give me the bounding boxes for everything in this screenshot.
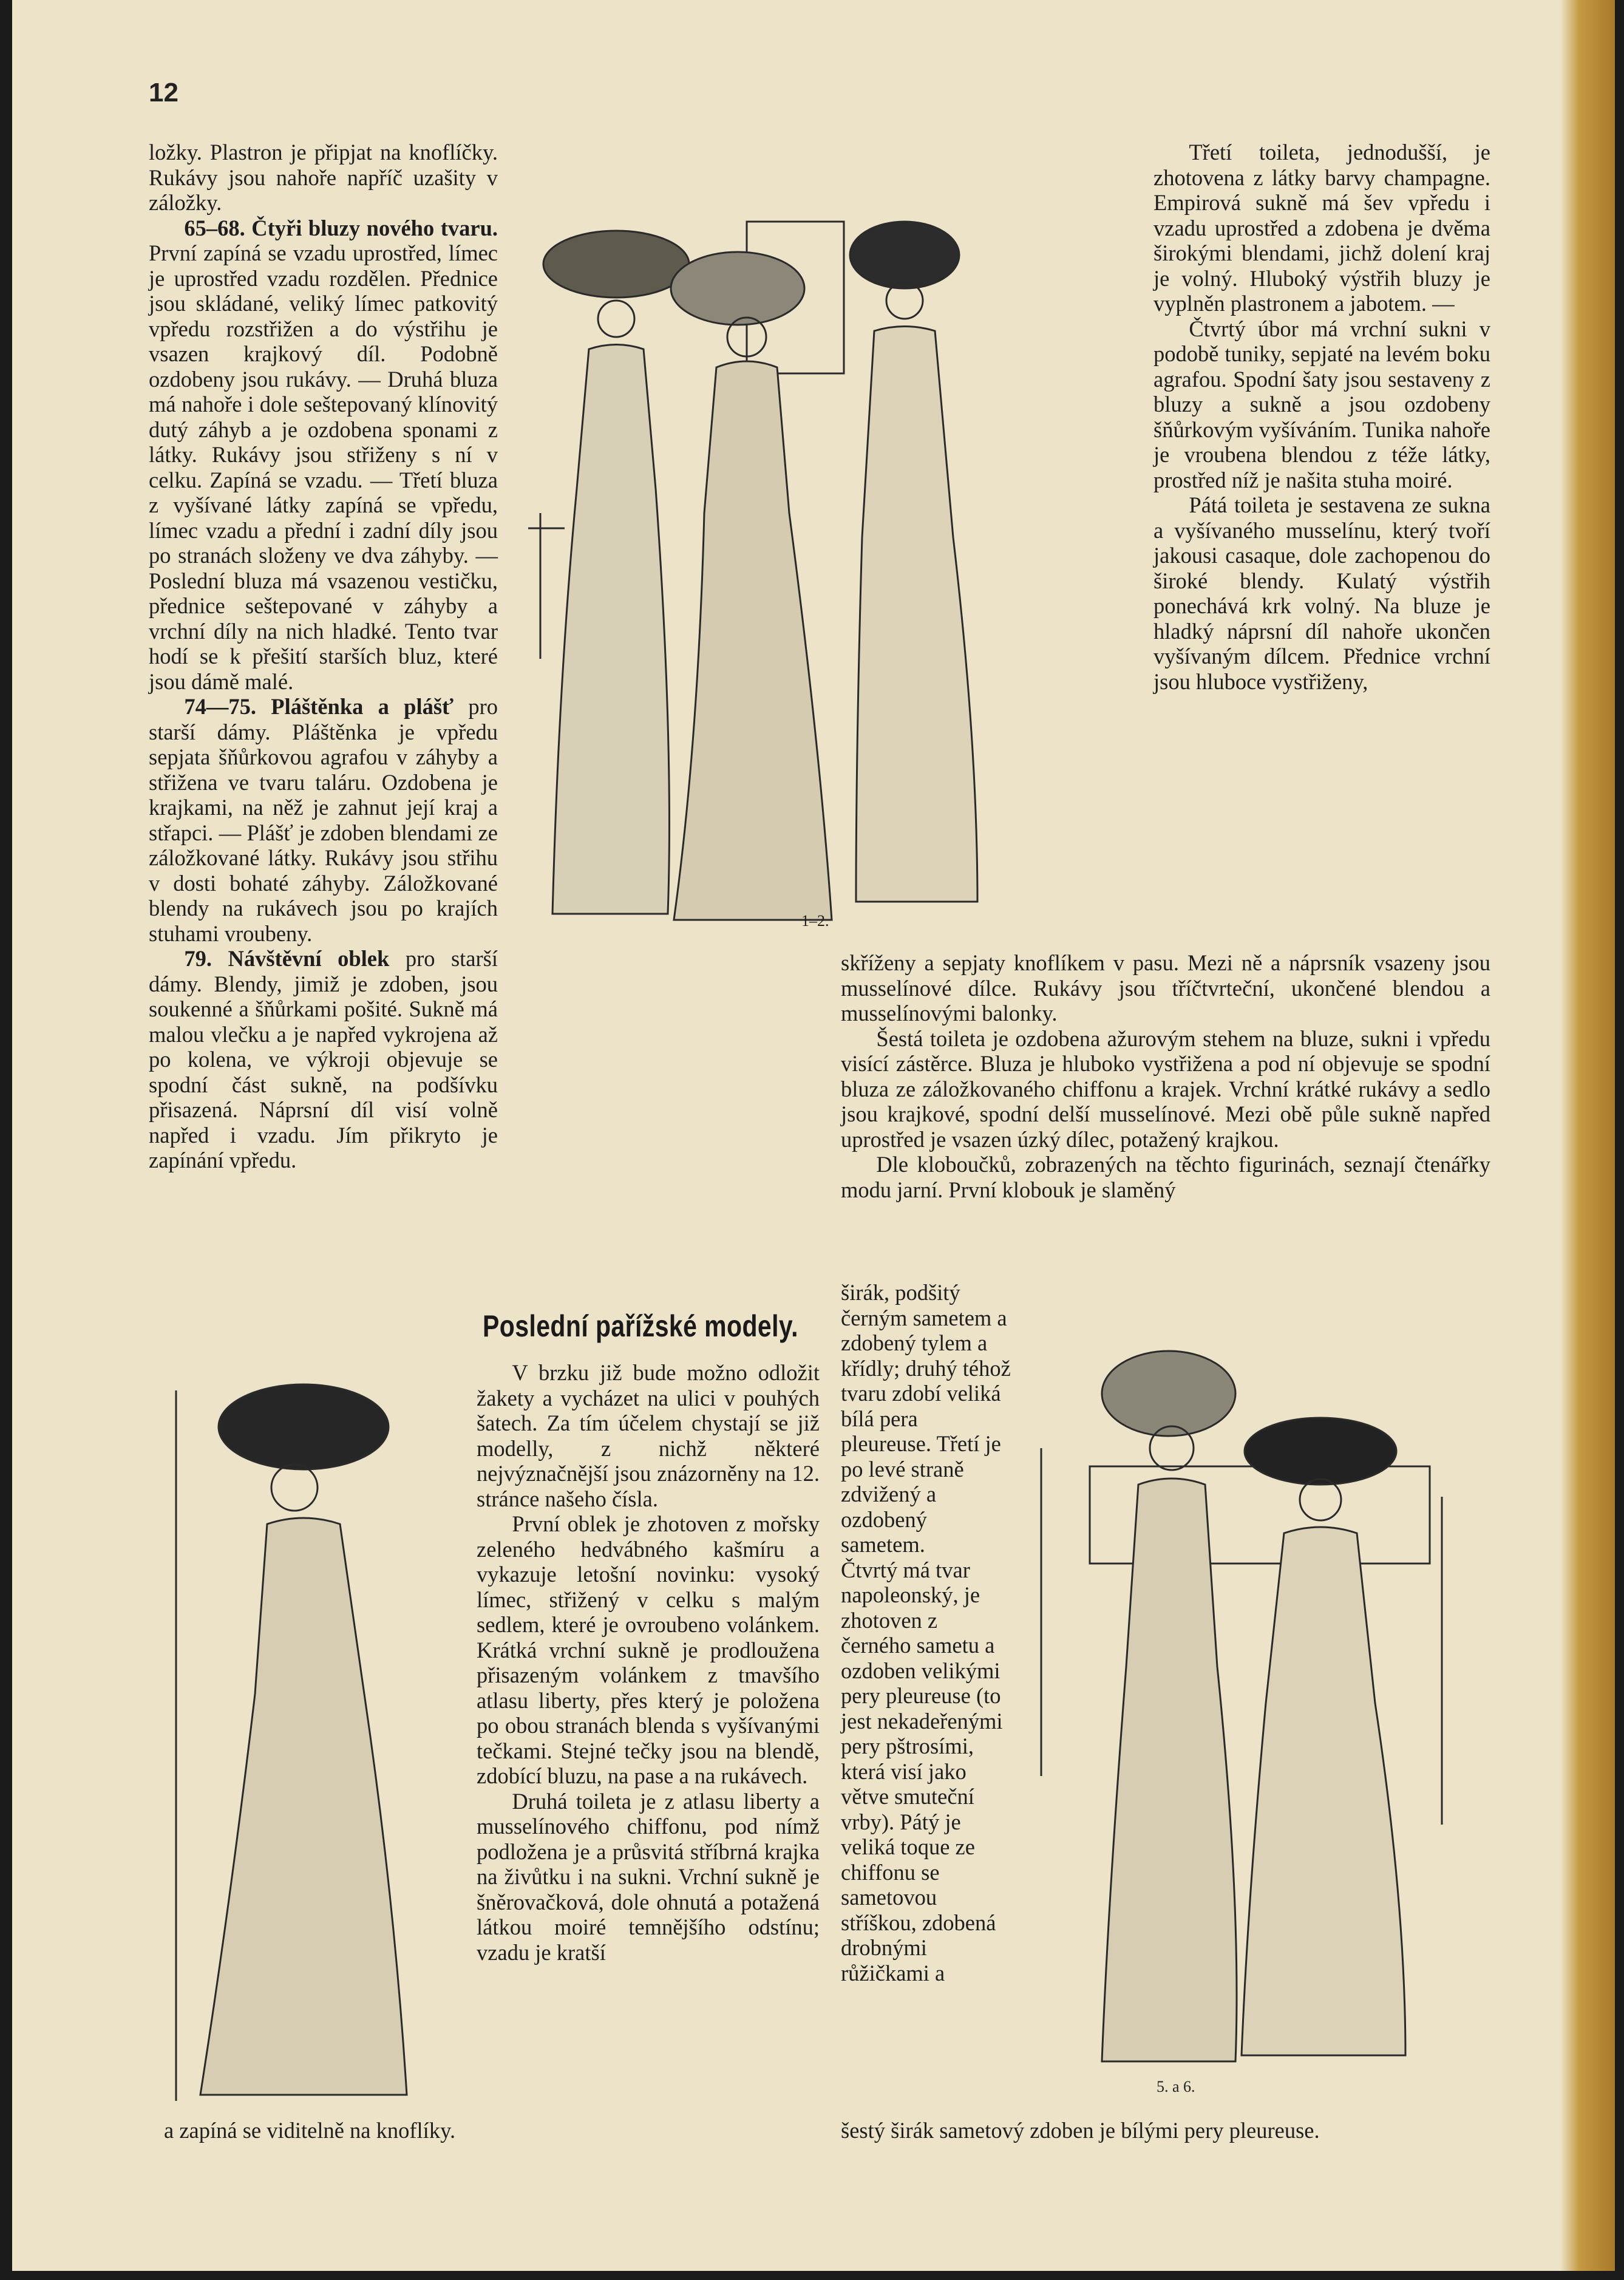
hat-3 (850, 222, 959, 288)
dress-3 (856, 327, 977, 902)
bottom-left-illustration (164, 1354, 467, 2101)
left-paragraph-4: 79. Návštěvní oblek pro starší dámy. Blendy, jimiž je zdoben, jsou soukenné a šňůrkami pošité. Sukně má malou vlečku a je napřed vykrojena až po kolena, ve výkroji objevuje se spodní část sukně, na podšívku přisazená. Náprsní díl visí volně napřed i vzadu. Jím přikryto je zapínání vpředu. (149, 946, 498, 1172)
right-paragraph-2: Čtvrtý úbor má vrchní sukni v podobě tuniky, sepjaté na levém boku agrafou. Spodní šaty jsou sestaveny z bluzy a sukně a jsou ozdobeny šňůrkovým vyšíváním. Tunika nahoře je vroubena blendou z téže látky, prostřed níž je našita stuha moiré. (1153, 316, 1490, 492)
illustration-caption-1-2: 1–2. (801, 912, 829, 930)
dress (200, 1518, 407, 2095)
woman-in-hat-illustration (164, 1354, 467, 2101)
hat-column-last-line: šestý širák sametový zdoben je bílými pery pleureuse. (841, 2118, 1320, 2143)
article-paragraph-3: Druhá toileta je z atlasu liberty a musselínového chiffonu, pod nímž podložena je a průsvitá stříbrná krajka na živůtku i na sukni. Vrchní sukně je šněrovačková, dole ohnutá a potažená látkou moiré temnějšího odstínu; vzadu je kratší (477, 1788, 820, 1965)
illustration-caption-5-6: 5. a 6. (1157, 2078, 1195, 2095)
page-number: 12 (149, 78, 178, 107)
middle-right-section (841, 950, 1490, 1202)
four-women-blouses-illustration (516, 197, 990, 950)
hat-paragraph-1: širák, podšitý černým sametem a zdobený tylem a křídly; druhý téhož tvaru zdobí veliká bílá pera pleureuse. Třetí je po levé straně zdvižený a ozdobený sametem. (841, 1280, 1011, 1557)
hat-5 (1102, 1351, 1235, 1436)
mid-paragraph-3: Dle kloboučků, zobrazených na těchto figurinách, seznají čtenářky modu jarní. První klobouk je slaměný (841, 1152, 1490, 1202)
head (271, 1465, 318, 1511)
page-spine-edge (1560, 0, 1615, 2271)
item-title: Návštěvní oblek (228, 946, 390, 971)
hat-6 (1245, 1418, 1396, 1485)
hat-paragraph-2: Čtvrtý má tvar napoleonský, je zhotoven z černého sametu a ozdoben velikými pery pleureuse (to jest nekadeřenými pery pštrosími, která visí jako větve smuteční vrby). Pátý je veliká toque ze chiffonu se sametovou stříškou, zdobená drobnými růžičkami a (841, 1557, 1003, 1986)
hat (219, 1384, 389, 1469)
left-column (149, 140, 498, 1173)
magazine-page (12, 0, 1615, 2271)
plant-pot (528, 513, 565, 659)
article-last-line: a zapíná se viditelně na knoflíky. (164, 2118, 456, 2143)
bottom-right-illustration (1017, 1327, 1484, 2107)
hat-2 (671, 252, 804, 325)
head-1 (598, 301, 634, 337)
dress-1 (552, 345, 670, 914)
left-paragraph-2: 65–68. Čtyři bluzy nového tvaru. První zapíná se vzadu uprostřed, límec je uprostřed vzadu rozdělen. Přednice jsou skládané, veliký límec patkovitý vpředu rozstřižen a do výstřihu je vsazen krajkový díl. Podobně ozdobeny jsou rukávy. — Druhá bluza má nahoře i dole seštepovaný klínovitý dutý záhyb a je ozdobena sponami z látky. Rukávy jsou střiženy s ní v celku. Zapíná se vzadu. — Třetí bluza z vyšívané látky zapíná se vpředu, límec vzadu a přední i zadní díly jsou po stranách složeny ve dva záhyby. — Poslední bluza má vsazenou vestičku, přednice seštepované v záhyby a vrchní díly na nich hladké. Tento tvar hodí se k přešití starších bluz, které jsou dámě malé. (149, 215, 498, 694)
article-heading: Poslední pařížské modely. (483, 1309, 798, 1343)
right-paragraph-3: Pátá toileta je sestavena ze sukna a vyšívaného musselínu, který tvoří jakousi casaque, dole zachopenou do široké blendy. Kulatý výstřih ponechává krk volný. Na bluze je hladký náprsní díl nahoře ukončen vyšívaným dílcem. Přednice vrchní jsou hluboce vystřiženy, (1153, 492, 1490, 694)
left-paragraph-1: ložky. Plastron je připjat na knoflíčky. Rukávy jsou nahoře napříč uzašity v záložky. (149, 140, 498, 215)
mid-paragraph-1: skříženy a sepjaty knoflíkem v pasu. Mezi ně a náprsník vsazeny jsou musselínové dílce. Rukávy jsou tříčtvrteční, ukončené blendou a musselínovými balonky. (841, 950, 1490, 1026)
right-column (1153, 140, 1490, 694)
dress-5 (1102, 1479, 1237, 2061)
top-illustration (516, 197, 990, 950)
left-paragraph-3: 74—75. Pláštěnka a plášť pro starší dámy. Pláštěnka je vpředu sepjata šňůrkovou agrafou v záhyby a střižena ve tvaru taláru. Ozdobena je krajkami, na něž je zahnut její kraj a střapci. — Plášť je zdoben blendami ze záložkované látky. Rukávy jsou střihu v dosti bohaté záhyby. Záložkované blendy na rukávech jsou po krajích stuhami vroubeny. (149, 694, 498, 946)
article-paragraph-1: V brzku již bude možno odložit žakety a vycházet na ulici v pouhých šatech. Za tím účelem chystají se již modelly, z nichž některé nejvýznačnější jsou znázorněny na 12. stránce našeho čísla. (477, 1360, 820, 1511)
article-paragraph-2: První oblek je zhotoven z mořsky zeleného hedvábného kašmíru a vykazuje letošní novinku: vysoký límec, střižený v celku s malým sedlem, které je ovroubeno volánkem. Krátká vrchní sukně je prodloužena přisazeným volánkem z tmavšího atlasu liberty, přes který je položena po obou stranách blenda s vyšívanými tečkami. Stejné tečky jsou na blendě, zdobící bluzu, na pase a na rukávech. (477, 1511, 820, 1788)
dress-6 (1242, 1527, 1405, 2055)
two-women-hats-illustration (1017, 1327, 1484, 2107)
item-number: 74—75. (184, 694, 257, 719)
item-title: Pláštěnka a plášť (271, 694, 454, 719)
mid-paragraph-2: Šestá toileta je ozdobena ažurovým stehem na bluze, sukni i vpředu visící zástěrce. Bluza je hluboko vystřižena a pod ní objevuje se spodní bluza ze záložkovaného chiffonu a krajek. Vrchní krátké rukávy a sedlo jsou krajkové, spodní delší musselínové. Mezi obě půle sukně napřed uprostřed je vsazen úzký dílec, potažený krajkou. (841, 1026, 1490, 1152)
hat-column (841, 1280, 1011, 1986)
dress-2 (674, 361, 832, 920)
hat-1 (543, 231, 689, 298)
item-title: Čtyři bluzy nového tvaru. (251, 215, 498, 240)
article-column (477, 1360, 820, 1965)
item-number: 65–68. (184, 215, 245, 240)
item-number: 79. (184, 946, 212, 971)
right-paragraph-1: Třetí toileta, jednodušší, je zhotovena z látky barvy champagne. Empirová sukně má šev vpředu i vzadu uprostřed a zdobena je dvěma širokými blendami, jichž dolení kraj je volný. Hluboký výstřih bluzy je vyplněn plastronem a jabotem. — (1153, 140, 1490, 316)
